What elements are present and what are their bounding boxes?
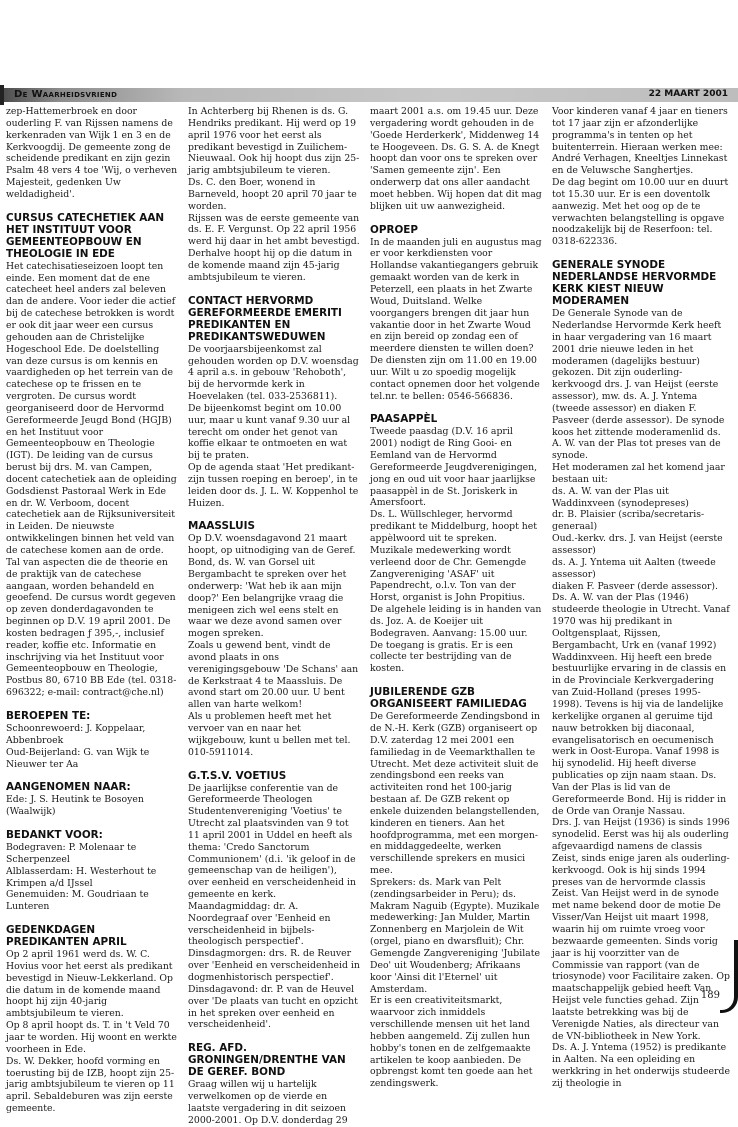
running-header xyxy=(0,88,738,102)
paragraph: In Achterberg bij Rhenen is ds. G. Hendriks predikant. Hij werd op 19 april 1976 voor het eerst als predikant bevestigd in Zuilichem-Nieuwaal. Ook hij hoopt dus zijn 25-jarig ambtsjubileum te vieren. xyxy=(188,106,360,177)
paragraph: zep-Hattemerbroek en door ouderling F. van Rijssen namens de kerkenraden van Wijk 1 en 3 en de Kerkvoogdij. De gemeente zong de scheidende predikant en zijn gezin Psalm 48 vers 4 toe 'Wij, o verheven Majesteit, gedenken Uw weldadigheid'. xyxy=(6,106,178,200)
page-curl-decoration xyxy=(720,940,738,1013)
paragraph: Tweede paasdag (D.V. 16 april 2001) nodigt de Ring Gooi- en Eemland van de Hervormd Gereformeerde Jeugdverenigingen, jong en oud uit voor haar jaarlijkse paasappèl in de St. Joriskerk in Amersfoort. xyxy=(370,426,538,509)
paragraph: De toegang is gratis. Er is een collecte ter bestrijding van de kosten. xyxy=(370,639,514,675)
paragraph: De voorjaarsbijeenkomst zal gehouden worden op D.V. woensdag 4 april a.s. in gebouw 'Rehoboth', bij de hervormde kerk in Hoevelaken (tel. 033-2536811). xyxy=(188,343,359,403)
issue-date: 22 MAART 2001 xyxy=(648,89,728,99)
paragraph: Alblasserdam: H. Westerhout te Krimpen a/d IJssel xyxy=(6,865,157,889)
section-heading: PAASAPPÈL xyxy=(370,413,438,426)
paragraph: De jaarlijkse conferentie van de Gereformeerde Theologen Studentenvereniging 'Voetius' te Utrecht zal plaatsvinden van 9 tot 11 april 2001 in Uddel en heeft als thema: 'Credo Sanctorum Communionem' (d.i. 'ik geloof in de gemeenschap van de heiligen'), over eenheid en verscheidenheid in gemeente en kerk. xyxy=(188,782,356,901)
section-heading: BEDANKT VOOR: xyxy=(6,829,103,842)
paragraph: Het catechisatieseizoen loopt ten einde. Een moment dat de ene catecheet heel anders zal beleven dan de andere. Voor ieder die actief bij de catechese betrokken is wordt er ook dit jaar weer een cursus gehouden aan de Christelijke Hogeschool Ede. De doelstelling van deze cursus is om kennis en vaardigheden op het terrein van de catechese op te frissen en te vergroten. De cursus wordt georganiseerd door de Hervormd Gereformeerde Jeugd Bond (HGJB) en het Instituut voor Gemeenteopbouw en Theologie (IGT). De leiding van de cursus berust bij drs. M. van Campen, docent catechetiek aan de opleiding Godsdienst Pastoraal Werk in Ede en dr. W. Verboom, docent catechetiek aan de Rijksuniversiteit in Leiden. De nieuwste ontwikkelingen binnen het veld van de catechese komen aan de orde. Tal van aspecten die de theorie en de praktijk van de catechese aangaan, worden behandeld en geoefend. De cursus wordt gegeven op zeven donderdagavonden te beginnen op D.V. 19 april 2001. De kosten bedragen ƒ 395,-, inclusief reader, koffie etc. Informatie en inschrijving via het Instituut voor Gemeenteopbouw en Theologie, Postbus 80, 6710 BB Ede (tel. 0318-696322; e-mail: contract@che.nl) xyxy=(6,260,177,699)
section-heading: G.T.S.V. VOETIUS xyxy=(188,769,287,782)
paragraph: dr. B. Plaisier (scriba/secretaris-generaal) xyxy=(552,509,705,533)
section-heading: OPROEP xyxy=(370,223,418,236)
paragraph: Schoonrewoerd: J. Koppelaar, Abbenbroek xyxy=(6,722,146,746)
paragraph: Ds. C. den Boer, wonend in Barneveld, hoopt 20 april 70 jaar te worden. xyxy=(188,177,357,212)
paragraph: Ds. L. Wüllschleger, hervormd predikant te Middelburg, hoopt het appèlwoord uit te spreken. xyxy=(370,509,538,544)
paragraph: De Generale Synode van de Nederlandse Hervormde Kerk heeft in haar vergadering van 16 maart 2001 drie nieuwe leden in het moderamen (dagelijks bestuur) gekozen. Dit zijn ouderling-kerkvoogd drs. J. van Heijst (eerste assessor), mw. ds. A. J. Yntema (tweede assessor) en diaken F. Pasveer (derde assessor). De synode koos het zittende moderamenlid ds. A. W. van der Plas tot preses van de synode. xyxy=(552,308,725,462)
column-4 xyxy=(552,106,730,1090)
paragraph: De dag begint om 10.00 uur en duurt tot 15.30 uur. Er is een doventolk aanwezig. Met het oog op de te verwachten belangstelling is opgave noodzakelijk bij de Reserfoon: tel. 0318-622336. xyxy=(552,177,729,248)
paragraph: Op D.V. woensdagavond 21 maart hoopt, op uitnodiging van de Geref. Bond, ds. W. van Gorsel uit Bergambacht te spreken over het onderwerp: 'Wat heb ik aan mijn doop?' Een belangrijke vraag die menigeen zich wel eens stelt en waar we deze avond samen over mogen spreken. xyxy=(188,533,356,640)
paragraph: Drs. J. van Heijst (1936) is sinds 1996 synodelid. Eerst was hij als ouderling afgevaardigd namens de classis Zeist, sinds enige jaren als ouderling-kerkvoogd. Ook is hij sinds 1994 preses van de hervormde classis Zeist. Van Heijst werd in de synode met name bekend door de motie De Visser/Van Heijst uit maart 1998, waarin hij om ruimte vroeg voor bezwaarde gemeenten. Sinds vorig jaar is hij voorzitter van de Commissie van rapport (van de triosynode) voor Facilitaire zaken. Op maatschappelijk gebied heeft Van Heijst vele functies gehad. Zijn laatste betrekking was bij de Verenigde Naties, als directeur van de VN-bibliotheek in New York. xyxy=(552,817,730,1042)
section-heading: REG. AFD. GRONINGEN/DRENTHE VAN DE GEREF. BOND xyxy=(188,1042,346,1079)
paragraph: Er is een creativiteitsmarkt, waarvoor zich inmiddels verschillende mensen uit het land hebben aangemeld. Zij zullen hun hobby's tonen en de zelfgemaakte artikelen te koop aanbieden. De opbrengst komt ten goede aan het zendingswerk. xyxy=(370,995,533,1090)
paragraph: ds. A. W. van der Plas uit Waddinxveen (synodepreses) xyxy=(552,485,689,509)
paragraph: Sprekers: ds. Mark van Pelt (zendingsarbeider in Peru); ds. Makram Naguib (Egypte). Muzikale medewerking: Jan Mulder, Martin Zonnenberg en Marjolein de Wit (orgel, piano en dwarsfluit); Chr. Gemengde Zangvereniging 'Jubilate Deo' uit Woudenberg; Afrikaans koor 'Ainsi dit l'Eternel' uit Amsterdam. xyxy=(370,876,540,995)
publication-title: De Waarheidsvriend xyxy=(14,89,118,100)
column-3 xyxy=(370,106,542,1090)
paragraph: Op 2 april 1961 werd ds. W. C. Hovius voor het eerst als predikant bevestigd in Nieuw-Lekkerland. Op die datum in de komende maand hoopt hij zijn 40-jarig ambtsjubileum te vieren. xyxy=(6,949,173,1020)
section-heading: CURSUS CATECHETIEK AAN HET INSTITUUT VOOR GEMEENTEOPBOUW EN THEOLOGIE IN EDE xyxy=(6,211,165,260)
paragraph: Graag willen wij u hartelijk verwelkomen op de vierde en laatste vergadering in dit seizoen 2000-2001. Op D.V. donderdag 29 xyxy=(188,1079,348,1126)
paragraph: Rijssen was de eerste gemeente van ds. E. F. Vergunst. Op 22 april 1956 werd hij daar in het ambt bevestigd. Derhalve hoopt hij op die datum in de komende maand zijn 45-jarig ambtsjubileum te vieren. xyxy=(188,212,360,283)
paragraph: Op 8 april hoopt ds. T. in 't Veld 70 jaar te worden. Hij woont en werkte voorheen in Ede. xyxy=(6,1020,177,1055)
section-heading: AANGENOMEN NAAR: xyxy=(6,781,131,794)
paragraph: Het moderamen zal het komend jaar bestaan uit: xyxy=(552,462,725,485)
paragraph: De algehele leiding is in handen van ds. Joz. A. de Koeijer uit Bodegraven. Aanvang: 15.00 uur. xyxy=(370,604,542,639)
column-2 xyxy=(188,106,360,1127)
section-heading: JUBILERENDE GZB ORGANISEERT FAMILIEDAG xyxy=(370,686,527,711)
column-1 xyxy=(6,106,178,1115)
header-edge-bar xyxy=(0,85,4,105)
page-number: 189 xyxy=(700,990,720,1001)
paragraph: Ds. A. W. van der Plas (1946) studeerde theologie in Utrecht. Vanaf 1970 was hij predikant in Ooltgensplaat, Rijssen, Bergambacht, Urk en (vanaf 1992) Waddinxveen. Hij heeft een brede bestuurlijke ervaring in de classis en in de Provinciale Kerkvergadering van Zuid-Holland (preses 1995-1998). Tevens is hij via de landelijke kerkelijke organen al geruime tijd nauw betrokken bij diaconaal, evangelisatorisch en oecumenisch werk in Oost-Europa. Vanaf 1998 is hij synodelid. Hij heeft diverse publicaties op zijn naam staan. Ds. Van der Plas is lid van de Gereformeerde Bond. Hij is ridder in de Orde van Oranje Nassau. xyxy=(552,592,730,817)
paragraph: Maandagmiddag: dr. A. Noordegraaf over 'Eenheid en verscheidenheid in bijbels-theologisch perspectief'. Dinsdagmorgen: drs. R. de Reuver over 'Eenheid en verscheidenheid in dogmenhistorisch perspectief'. Dinsdagavond: dr. P. van de Heuvel over 'De plaats van tucht en opzicht in het spreken over eenheid en verscheidenheid'. xyxy=(188,900,360,1031)
paragraph: Oud.-kerkv. drs. J. van Heijst (eerste assessor) xyxy=(552,533,723,556)
paragraph: diaken F. Pasveer (derde assessor). xyxy=(552,580,718,592)
paragraph: Muzikale medewerking wordt verleend door de Chr. Gemengde Zangvereniging 'ASAF' uit Papendrecht, o.l.v. Ton van der Horst, organist is John Propitius. xyxy=(370,544,527,604)
paragraph: De Gereformeerde Zendingsbond in de N.-H. Kerk (GZB) organiseert op D.V. zaterdag 12 mei 2001 een familiedag in de Veemarkthallen te Utrecht. Met deze activiteit sluit de zendingsbond een reeks van activiteiten rond het 100-jarig bestaan af. De GZB rekent op enkele duizenden belangstellenden, kinderen en tieners. Aan het hoofdprogramma, met een morgen- en middaggedeelte, werken verschillende sprekers en musici mee. xyxy=(370,711,540,877)
paragraph: Ede: J. S. Heutink te Bosoyen (Waalwijk) xyxy=(6,794,144,818)
section-heading: GEDENKDAGEN PREDIKANTEN APRIL xyxy=(6,924,127,949)
paragraph: Als u problemen heeft met het vervoer van en naar het wijkgebouw, kunt u bellen met tel. 010-5911014. xyxy=(188,711,351,758)
section-heading: BEROEPEN TE: xyxy=(6,709,91,722)
paragraph: Ds. A. J. Yntema (1952) is predikante in Aalten. Na een opleiding en werkkring in het onderwijs studeerde zij theologie in xyxy=(552,1042,730,1089)
section-heading: GENERALE SYNODE NEDERLANDSE HERVORMDE KERK KIEST NIEUW MODERAMEN xyxy=(552,259,717,308)
paragraph: maart 2001 a.s. om 19.45 uur. Deze vergadering wordt gehouden in de 'Goede Herderkerk', Middenweg 14 te Hoogeveen. Ds. G. S. A. de Knegt hoopt dan voor ons te spreken over 'Samen gemeente zijn'. Een onderwerp dat ons aller aandacht moet hebben. Wij hopen dat dit mag blijken uit uw aanwezigheid. xyxy=(370,106,542,212)
section-heading: MAASSLUIS xyxy=(188,520,255,533)
paragraph: De bijeenkomst begint om 10.00 uur, maar u kunt vanaf 9.30 uur al terecht om onder het genot van koffie elkaar te ontmoeten en wat bij te praten. xyxy=(188,402,351,462)
paragraph: Op de agenda staat 'Het predikant-zijn tussen roeping en beroep', in te leiden door ds. J. L. W. Koppenhol te Huizen. xyxy=(188,462,359,509)
paragraph: Bodegraven: P. Molenaar te Scherpenzeel xyxy=(6,842,137,865)
paragraph: In de maanden juli en augustus mag er voor kerkdiensten voor Hollandse vakantiegangers gebruik gemaakt worden van de kerk in Peterzell, een plaats in het Zwarte Woud, Duitsland. Welke voorgangers brengen dit jaar hun vakantie door in het Zwarte Woud en zijn bereid op zondag een of meerdere diensten te willen doen? De diensten zijn om 11.00 en 19.00 uur. Wilt u zo spoedig mogelijk contact opnemen door het volgende tel.nr. te bellen: 0546-566836. xyxy=(370,236,542,402)
paragraph: ds. A. J. Yntema uit Aalten (tweede assessor) xyxy=(552,556,716,580)
paragraph: Voor kinderen vanaf 4 jaar en tieners tot 17 jaar zijn er afzonderlijke programma's in tenten op het buitenterrein. Hieraan werken mee: André Verhagen, Kneeltjes Linnekast en de Veluwsche Sanghertjes. xyxy=(552,106,728,177)
section-heading: CONTACT HERVORMD GEREFORMEERDE EMERITI PREDIKANTEN EN PREDIKANTSWEDUWEN xyxy=(188,294,342,343)
paragraph: Ds. W. Dekker, hoofd vorming en toerusting bij de IZB, hoopt zijn 25-jarig ambtsjubileum te vieren op 11 april. Sebaldeburen was zijn eerste gemeente. xyxy=(6,1055,175,1115)
paragraph: Zoals u gewend bent, vindt de avond plaats in ons verenigingsgebouw 'De Schans' aan de Kerkstraat 4 te Maassluis. De avond start om 20.00 uur. U bent allen van harte welkom! xyxy=(188,640,359,711)
paragraph: Genemuiden: M. Goudriaan te Lunteren xyxy=(6,889,149,913)
paragraph: Oud-Beijerland: G. van Wijk te Nieuwer ter Aa xyxy=(6,746,150,770)
